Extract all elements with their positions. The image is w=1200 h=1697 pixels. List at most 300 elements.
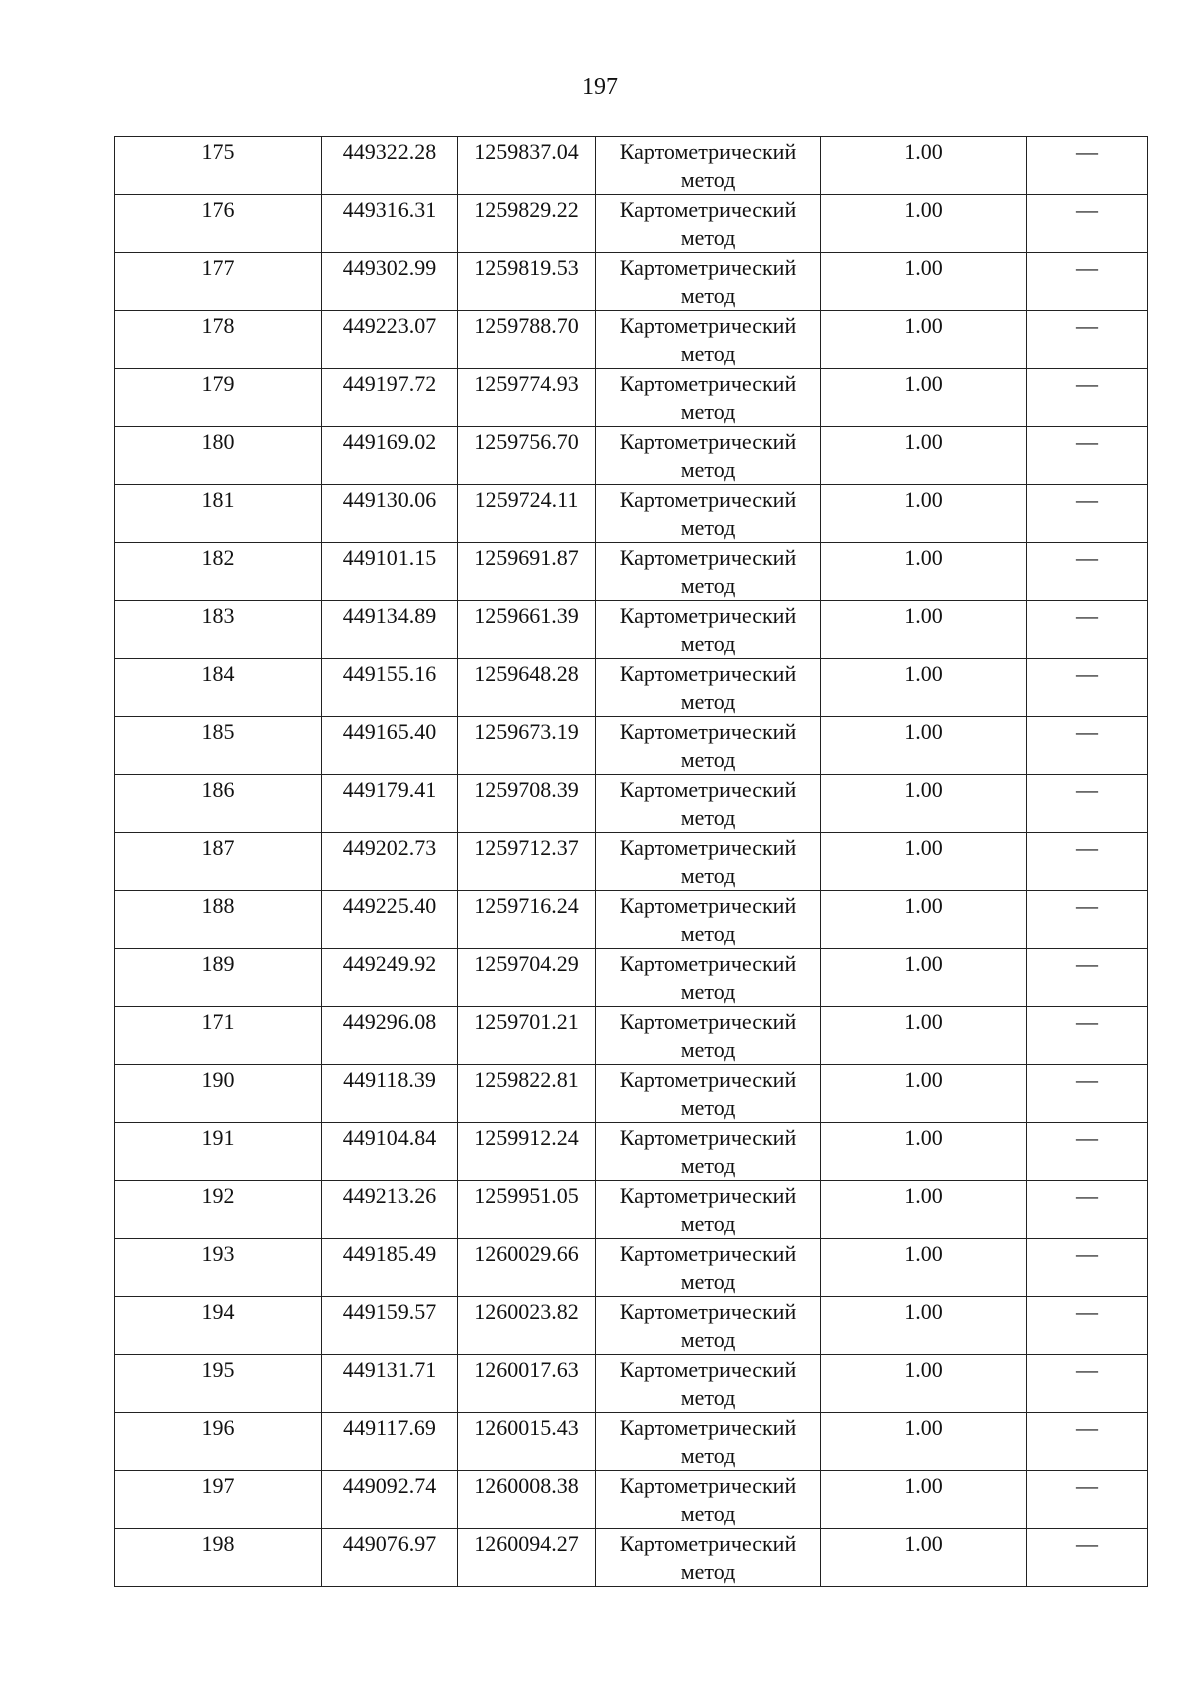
point-number-cell-text: 192 (201, 1183, 235, 1208)
y-coordinate-cell-text: 1259822.81 (474, 1067, 579, 1092)
accuracy-cell-text: 1.00 (904, 255, 943, 280)
accuracy-cell-text: 1.00 (904, 951, 943, 976)
note-cell-text: — (1076, 777, 1098, 802)
accuracy-cell (821, 1471, 1027, 1529)
note-cell (1027, 311, 1148, 369)
table-row (115, 1529, 1148, 1587)
y-coordinate-cell-text: 1259788.70 (474, 313, 579, 338)
page-number: 197 (582, 74, 618, 100)
accuracy-cell (821, 311, 1027, 369)
y-coordinate-cell-text: 1259661.39 (474, 603, 579, 628)
point-number-cell (115, 195, 322, 253)
accuracy-cell (821, 949, 1027, 1007)
point-number-cell-text: 178 (201, 313, 235, 338)
accuracy-cell (821, 1413, 1027, 1471)
accuracy-cell-text: 1.00 (904, 835, 943, 860)
accuracy-cell (821, 1297, 1027, 1355)
x-coordinate-cell-text: 449155.16 (342, 661, 437, 686)
x-coordinate-cell (322, 311, 458, 369)
accuracy-cell-text: 1.00 (904, 1473, 943, 1498)
accuracy-cell-text: 1.00 (904, 371, 943, 396)
point-number-cell (115, 833, 322, 891)
x-coordinate-cell-text: 449165.40 (342, 719, 437, 744)
point-number-cell (115, 1065, 322, 1123)
y-coordinate-cell-text: 1259673.19 (474, 719, 579, 744)
x-coordinate-cell-text: 449117.69 (343, 1415, 436, 1440)
method-cell (596, 253, 821, 311)
method-cell (596, 717, 821, 775)
accuracy-cell-text: 1.00 (904, 1241, 943, 1266)
coordinates-table (114, 136, 1148, 1587)
method-cell-text: Картометрический метод (619, 1125, 797, 1178)
table-row (115, 949, 1148, 1007)
y-coordinate-cell-text: 1259648.28 (474, 661, 579, 686)
point-number-cell-text: 186 (201, 777, 235, 802)
note-cell (1027, 891, 1148, 949)
accuracy-cell (821, 775, 1027, 833)
note-cell (1027, 1355, 1148, 1413)
x-coordinate-cell (322, 1181, 458, 1239)
point-number-cell-text: 184 (201, 661, 235, 686)
x-coordinate-cell (322, 775, 458, 833)
table-row (115, 369, 1148, 427)
point-number-cell-text: 187 (201, 835, 235, 860)
note-cell-text: — (1076, 1299, 1098, 1324)
x-coordinate-cell-text: 449322.28 (342, 139, 437, 164)
table-row (115, 543, 1148, 601)
point-number-cell (115, 949, 322, 1007)
note-cell (1027, 1239, 1148, 1297)
y-coordinate-cell (458, 1471, 596, 1529)
accuracy-cell-text: 1.00 (904, 1299, 943, 1324)
method-cell (596, 427, 821, 485)
x-coordinate-cell (322, 1355, 458, 1413)
y-coordinate-cell (458, 949, 596, 1007)
point-number-cell-text: 188 (201, 893, 235, 918)
method-cell (596, 1297, 821, 1355)
method-cell-text: Картометрический метод (619, 313, 797, 366)
accuracy-cell (821, 137, 1027, 195)
point-number-cell (115, 137, 322, 195)
method-cell-text: Картометрический метод (619, 1067, 797, 1120)
point-number-cell (115, 1413, 322, 1471)
accuracy-cell (821, 195, 1027, 253)
table-row (115, 659, 1148, 717)
y-coordinate-cell (458, 1065, 596, 1123)
point-number-cell-text: 175 (201, 139, 235, 164)
x-coordinate-cell (322, 253, 458, 311)
method-cell-text: Картометрический метод (619, 603, 797, 656)
method-cell-text: Картометрический метод (619, 1009, 797, 1062)
method-cell-text: Картометрический метод (619, 197, 797, 250)
note-cell (1027, 1065, 1148, 1123)
method-cell (596, 1007, 821, 1065)
point-number-cell (115, 1297, 322, 1355)
coordinates-table-body (115, 137, 1148, 1587)
x-coordinate-cell (322, 1123, 458, 1181)
accuracy-cell (821, 427, 1027, 485)
accuracy-cell (821, 1123, 1027, 1181)
x-coordinate-cell (322, 1471, 458, 1529)
accuracy-cell (821, 543, 1027, 601)
y-coordinate-cell-text: 1259774.93 (474, 371, 579, 396)
note-cell-text: — (1076, 603, 1098, 628)
point-number-cell-text: 177 (201, 255, 235, 280)
accuracy-cell-text: 1.00 (904, 545, 943, 570)
note-cell-text: — (1076, 893, 1098, 918)
x-coordinate-cell (322, 601, 458, 659)
method-cell-text: Картометрический метод (619, 545, 797, 598)
y-coordinate-cell-text: 1260023.82 (474, 1299, 579, 1324)
point-number-cell-text: 195 (201, 1357, 235, 1382)
note-cell (1027, 717, 1148, 775)
note-cell-text: — (1076, 1183, 1098, 1208)
accuracy-cell-text: 1.00 (904, 197, 943, 222)
point-number-cell (115, 427, 322, 485)
table-row (115, 195, 1148, 253)
y-coordinate-cell-text: 1259708.39 (474, 777, 579, 802)
note-cell (1027, 833, 1148, 891)
point-number-cell (115, 1007, 322, 1065)
method-cell (596, 949, 821, 1007)
y-coordinate-cell-text: 1259912.24 (474, 1125, 579, 1150)
method-cell-text: Картометрический метод (619, 1299, 797, 1352)
y-coordinate-cell-text: 1259829.22 (474, 197, 579, 222)
x-coordinate-cell-text: 449223.07 (342, 313, 437, 338)
x-coordinate-cell-text: 449213.26 (342, 1183, 437, 1208)
method-cell (596, 833, 821, 891)
note-cell (1027, 543, 1148, 601)
point-number-cell-text: 182 (201, 545, 235, 570)
x-coordinate-cell-text: 449118.39 (343, 1067, 436, 1092)
note-cell (1027, 659, 1148, 717)
x-coordinate-cell (322, 1297, 458, 1355)
note-cell (1027, 1181, 1148, 1239)
accuracy-cell-text: 1.00 (904, 313, 943, 338)
point-number-cell-text: 185 (201, 719, 235, 744)
note-cell-text: — (1076, 951, 1098, 976)
table-row (115, 1413, 1148, 1471)
note-cell-text: — (1076, 1473, 1098, 1498)
method-cell (596, 601, 821, 659)
x-coordinate-cell (322, 1065, 458, 1123)
method-cell-text: Картометрический метод (619, 139, 797, 192)
point-number-cell-text: 193 (201, 1241, 235, 1266)
method-cell (596, 1471, 821, 1529)
x-coordinate-cell-text: 449130.06 (342, 487, 437, 512)
y-coordinate-cell-text: 1260017.63 (474, 1357, 579, 1382)
accuracy-cell-text: 1.00 (904, 777, 943, 802)
accuracy-cell-text: 1.00 (904, 139, 943, 164)
y-coordinate-cell (458, 1355, 596, 1413)
point-number-cell (115, 1529, 322, 1587)
x-coordinate-cell-text: 449092.74 (342, 1473, 437, 1498)
accuracy-cell-text: 1.00 (904, 1415, 943, 1440)
method-cell (596, 1355, 821, 1413)
y-coordinate-cell (458, 1123, 596, 1181)
y-coordinate-cell-text: 1259716.24 (474, 893, 579, 918)
note-cell-text: — (1076, 197, 1098, 222)
note-cell (1027, 195, 1148, 253)
accuracy-cell-text: 1.00 (904, 1009, 943, 1034)
x-coordinate-cell-text: 449101.15 (342, 545, 437, 570)
method-cell-text: Картометрический метод (619, 1241, 797, 1294)
y-coordinate-cell (458, 601, 596, 659)
x-coordinate-cell-text: 449076.97 (342, 1531, 437, 1556)
note-cell-text: — (1076, 429, 1098, 454)
accuracy-cell-text: 1.00 (904, 1125, 943, 1150)
x-coordinate-cell-text: 449302.99 (342, 255, 437, 280)
table-row (115, 775, 1148, 833)
method-cell (596, 1239, 821, 1297)
note-cell (1027, 1413, 1148, 1471)
y-coordinate-cell (458, 1297, 596, 1355)
accuracy-cell (821, 891, 1027, 949)
method-cell-text: Картометрический метод (619, 255, 797, 308)
accuracy-cell-text: 1.00 (904, 661, 943, 686)
x-coordinate-cell (322, 485, 458, 543)
y-coordinate-cell-text: 1259701.21 (474, 1009, 579, 1034)
x-coordinate-cell-text: 449249.92 (342, 951, 437, 976)
accuracy-cell (821, 369, 1027, 427)
accuracy-cell (821, 1065, 1027, 1123)
y-coordinate-cell-text: 1259712.37 (474, 835, 579, 860)
note-cell (1027, 485, 1148, 543)
note-cell-text: — (1076, 371, 1098, 396)
y-coordinate-cell-text: 1260015.43 (474, 1415, 579, 1440)
accuracy-cell (821, 1007, 1027, 1065)
method-cell-text: Картометрический метод (619, 835, 797, 888)
y-coordinate-cell (458, 1007, 596, 1065)
method-cell (596, 1181, 821, 1239)
y-coordinate-cell-text: 1259837.04 (474, 139, 579, 164)
y-coordinate-cell-text: 1260094.27 (474, 1531, 579, 1556)
method-cell (596, 311, 821, 369)
method-cell (596, 1123, 821, 1181)
accuracy-cell (821, 253, 1027, 311)
table-row (115, 1065, 1148, 1123)
x-coordinate-cell-text: 449316.31 (342, 197, 437, 222)
note-cell (1027, 427, 1148, 485)
note-cell (1027, 775, 1148, 833)
method-cell (596, 369, 821, 427)
method-cell-text: Картометрический метод (619, 487, 797, 540)
point-number-cell (115, 891, 322, 949)
y-coordinate-cell-text: 1259691.87 (474, 545, 579, 570)
accuracy-cell-text: 1.00 (904, 603, 943, 628)
x-coordinate-cell-text: 449202.73 (342, 835, 437, 860)
point-number-cell (115, 253, 322, 311)
y-coordinate-cell (458, 485, 596, 543)
x-coordinate-cell (322, 1239, 458, 1297)
note-cell (1027, 253, 1148, 311)
y-coordinate-cell (458, 891, 596, 949)
table-row (115, 1239, 1148, 1297)
table-row (115, 137, 1148, 195)
x-coordinate-cell-text: 449104.84 (342, 1125, 437, 1150)
method-cell (596, 1413, 821, 1471)
point-number-cell (115, 543, 322, 601)
table-row (115, 1181, 1148, 1239)
x-coordinate-cell (322, 891, 458, 949)
y-coordinate-cell-text: 1259951.05 (474, 1183, 579, 1208)
accuracy-cell (821, 1355, 1027, 1413)
accuracy-cell-text: 1.00 (904, 1357, 943, 1382)
note-cell-text: — (1076, 1125, 1098, 1150)
point-number-cell-text: 189 (201, 951, 235, 976)
method-cell (596, 137, 821, 195)
accuracy-cell-text: 1.00 (904, 1183, 943, 1208)
point-number-cell-text: 183 (201, 603, 235, 628)
point-number-cell-text: 197 (201, 1473, 235, 1498)
point-number-cell-text: 196 (201, 1415, 235, 1440)
point-number-cell (115, 601, 322, 659)
y-coordinate-cell-text: 1259756.70 (474, 429, 579, 454)
point-number-cell-text: 194 (201, 1299, 235, 1324)
accuracy-cell (821, 717, 1027, 775)
y-coordinate-cell-text: 1259819.53 (474, 255, 579, 280)
table-row (115, 485, 1148, 543)
x-coordinate-cell (322, 137, 458, 195)
note-cell-text: — (1076, 1531, 1098, 1556)
note-cell (1027, 1123, 1148, 1181)
method-cell (596, 775, 821, 833)
note-cell (1027, 1529, 1148, 1587)
note-cell-text: — (1076, 1067, 1098, 1092)
point-number-cell (115, 1471, 322, 1529)
method-cell (596, 195, 821, 253)
note-cell-text: — (1076, 545, 1098, 570)
point-number-cell (115, 659, 322, 717)
method-cell (596, 485, 821, 543)
accuracy-cell-text: 1.00 (904, 1067, 943, 1092)
y-coordinate-cell (458, 1529, 596, 1587)
accuracy-cell (821, 833, 1027, 891)
note-cell-text: — (1076, 719, 1098, 744)
accuracy-cell-text: 1.00 (904, 429, 943, 454)
table-row (115, 1471, 1148, 1529)
point-number-cell-text: 176 (201, 197, 235, 222)
point-number-cell-text: 179 (201, 371, 235, 396)
x-coordinate-cell (322, 543, 458, 601)
accuracy-cell-text: 1.00 (904, 719, 943, 744)
accuracy-cell (821, 1181, 1027, 1239)
point-number-cell (115, 485, 322, 543)
point-number-cell-text: 180 (201, 429, 235, 454)
accuracy-cell (821, 1239, 1027, 1297)
note-cell-text: — (1076, 1415, 1098, 1440)
y-coordinate-cell-text: 1259724.11 (474, 487, 579, 512)
accuracy-cell (821, 601, 1027, 659)
x-coordinate-cell (322, 1007, 458, 1065)
x-coordinate-cell-text: 449296.08 (342, 1009, 437, 1034)
point-number-cell-text: 191 (201, 1125, 235, 1150)
table-row (115, 601, 1148, 659)
note-cell (1027, 1007, 1148, 1065)
accuracy-cell (821, 485, 1027, 543)
point-number-cell (115, 1123, 322, 1181)
y-coordinate-cell (458, 775, 596, 833)
point-number-cell (115, 1355, 322, 1413)
method-cell-text: Картометрический метод (619, 719, 797, 772)
table-row (115, 427, 1148, 485)
note-cell-text: — (1076, 661, 1098, 686)
table-row (115, 1355, 1148, 1413)
y-coordinate-cell (458, 543, 596, 601)
y-coordinate-cell (458, 137, 596, 195)
y-coordinate-cell-text: 1260008.38 (474, 1473, 579, 1498)
y-coordinate-cell (458, 369, 596, 427)
method-cell (596, 1065, 821, 1123)
point-number-cell-text: 171 (201, 1009, 235, 1034)
point-number-cell (115, 311, 322, 369)
x-coordinate-cell-text: 449179.41 (342, 777, 437, 802)
x-coordinate-cell (322, 427, 458, 485)
x-coordinate-cell-text: 449225.40 (342, 893, 437, 918)
point-number-cell-text: 181 (201, 487, 235, 512)
y-coordinate-cell (458, 1239, 596, 1297)
y-coordinate-cell (458, 659, 596, 717)
point-number-cell (115, 1181, 322, 1239)
y-coordinate-cell (458, 833, 596, 891)
accuracy-cell (821, 659, 1027, 717)
point-number-cell (115, 369, 322, 427)
note-cell-text: — (1076, 313, 1098, 338)
note-cell (1027, 137, 1148, 195)
note-cell-text: — (1076, 255, 1098, 280)
note-cell (1027, 1471, 1148, 1529)
method-cell-text: Картометрический метод (619, 893, 797, 946)
x-coordinate-cell-text: 449197.72 (342, 371, 437, 396)
table-row (115, 1297, 1148, 1355)
method-cell (596, 659, 821, 717)
note-cell-text: — (1076, 1357, 1098, 1382)
accuracy-cell (821, 1529, 1027, 1587)
note-cell-text: — (1076, 487, 1098, 512)
accuracy-cell-text: 1.00 (904, 893, 943, 918)
table-row (115, 311, 1148, 369)
x-coordinate-cell (322, 659, 458, 717)
table-row (115, 891, 1148, 949)
table-row (115, 717, 1148, 775)
y-coordinate-cell (458, 253, 596, 311)
method-cell (596, 1529, 821, 1587)
method-cell-text: Картометрический метод (619, 661, 797, 714)
note-cell (1027, 369, 1148, 427)
point-number-cell (115, 775, 322, 833)
note-cell-text: — (1076, 1241, 1098, 1266)
x-coordinate-cell-text: 449159.57 (342, 1299, 437, 1324)
y-coordinate-cell (458, 427, 596, 485)
x-coordinate-cell-text: 449131.71 (342, 1357, 437, 1382)
x-coordinate-cell (322, 949, 458, 1007)
method-cell-text: Картометрический метод (619, 371, 797, 424)
x-coordinate-cell (322, 1413, 458, 1471)
x-coordinate-cell (322, 1529, 458, 1587)
point-number-cell-text: 198 (201, 1531, 235, 1556)
note-cell-text: — (1076, 835, 1098, 860)
y-coordinate-cell (458, 1181, 596, 1239)
table-row (115, 833, 1148, 891)
point-number-cell (115, 717, 322, 775)
method-cell-text: Картометрический метод (619, 951, 797, 1004)
method-cell (596, 891, 821, 949)
x-coordinate-cell (322, 369, 458, 427)
method-cell-text: Картометрический метод (619, 1531, 797, 1584)
method-cell-text: Картометрический метод (619, 1473, 797, 1526)
note-cell (1027, 601, 1148, 659)
method-cell-text: Картометрический метод (619, 429, 797, 482)
